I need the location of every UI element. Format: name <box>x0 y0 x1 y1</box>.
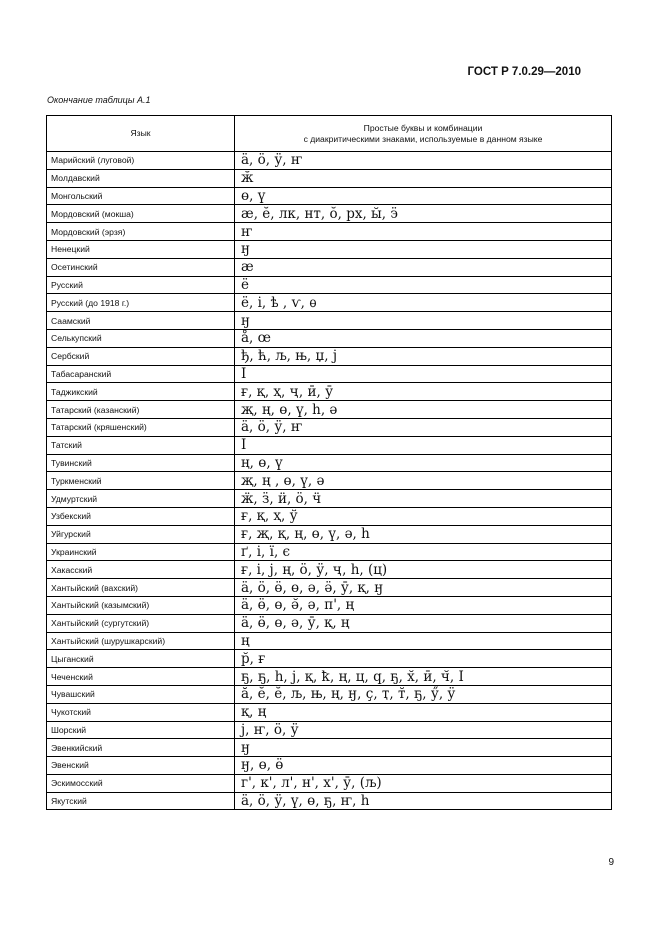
letters-cell: ғ, қ, ҳ, ў <box>235 507 612 525</box>
table-row <box>47 472 612 490</box>
table-row <box>47 383 612 401</box>
letters-cell: ä, ӫ, ө, ә̆, ә, п', ң <box>235 596 612 614</box>
language-cell: Молдавский <box>47 169 235 187</box>
language-cell: Тувинский <box>47 454 235 472</box>
table-row <box>47 205 612 223</box>
language-cell: Эвенкийский <box>47 739 235 757</box>
language-cell: Хантыйский (сургутский) <box>47 614 235 632</box>
letters-cell: ғ, қ, ҳ, ҷ, ӣ, ӯ <box>235 383 612 401</box>
language-cell: Хантыйский (казымский) <box>47 596 235 614</box>
letters-cell: ғ, і, ј, ң, ö, ӱ, ҷ, һ, (ц) <box>235 561 612 579</box>
letters-cell: ӂ <box>235 169 612 187</box>
language-cell: Хантыйский (вахский) <box>47 579 235 597</box>
table-row <box>47 152 612 170</box>
language-cell: Русский <box>47 276 235 294</box>
letters-cell: р̆, ғ <box>235 650 612 668</box>
letters-cell: ä, ö, ӱ, ҥ <box>235 418 612 436</box>
language-cell: Украинский <box>47 543 235 561</box>
standard-header: ГОСТ Р 7.0.29—2010 <box>467 66 581 78</box>
language-cell: Ненецкий <box>47 240 235 258</box>
table-row <box>47 685 612 703</box>
letters-cell: ӈ <box>235 240 612 258</box>
letters-cell: ґ, і, ї, є <box>235 543 612 561</box>
language-cell: Эскимосский <box>47 774 235 792</box>
language-cell: Цыганский <box>47 650 235 668</box>
language-cell: Чеченский <box>47 668 235 686</box>
language-cell: Сербский <box>47 347 235 365</box>
language-cell: Татарский (кряшенский) <box>47 418 235 436</box>
letters-cell: å, œ <box>235 329 612 347</box>
language-cell: Селькупский <box>47 329 235 347</box>
table-row <box>47 329 612 347</box>
table-row <box>47 792 612 810</box>
letters-cell: ӈ <box>235 312 612 330</box>
language-cell: Таджикский <box>47 383 235 401</box>
language-cell: Уйгурский <box>47 525 235 543</box>
letters-cell: ө, ү <box>235 187 612 205</box>
table-row <box>47 774 612 792</box>
language-cell: Русский (до 1918 г.) <box>47 294 235 312</box>
letters-cell: ӈ <box>235 739 612 757</box>
table-header-row <box>47 116 612 152</box>
language-cell: Чукотский <box>47 703 235 721</box>
letters-cell: ё, і, ѣ , ѵ, ѳ <box>235 294 612 312</box>
table-row <box>47 596 612 614</box>
table-row <box>47 312 612 330</box>
language-cell: Якутский <box>47 792 235 810</box>
language-cell: Монгольский <box>47 187 235 205</box>
language-cell: Хакасский <box>47 561 235 579</box>
letters-cell: ҥ <box>235 223 612 241</box>
table-row <box>47 276 612 294</box>
table-row <box>47 561 612 579</box>
letters-cell: ӑ, ӗ, ӗ, љ, њ, ң, ӈ, ҫ, ҭ, т̆, ҕ, ӳ, ӱ <box>235 685 612 703</box>
letters-cell: ä, ӫ, ө, ә, ӯ, қ, ң <box>235 614 612 632</box>
table-row <box>47 650 612 668</box>
table-row <box>47 757 612 775</box>
table-row <box>47 187 612 205</box>
letters-cell: ä, ö, ӱ, ҥ <box>235 152 612 170</box>
language-cell: Табасаранский <box>47 365 235 383</box>
language-cell: Эвенский <box>47 757 235 775</box>
language-cell: Шорский <box>47 721 235 739</box>
table-row <box>47 365 612 383</box>
table-row <box>47 579 612 597</box>
column-header-letters-line1: Простые буквы и комбинации <box>363 122 483 133</box>
table-row <box>47 525 612 543</box>
table-row <box>47 454 612 472</box>
letters-cell: қ, ң <box>235 703 612 721</box>
table-row <box>47 240 612 258</box>
table-caption: Окончание таблицы А.1 <box>47 95 151 105</box>
page-number: 9 <box>608 857 614 868</box>
table-row <box>47 436 612 454</box>
table-row <box>47 668 612 686</box>
column-header-letters <box>235 116 612 152</box>
column-header-letters-line2: с диакритическими знаками, используемые в данном языке <box>303 133 543 144</box>
language-cell: Татарский (казанский) <box>47 401 235 419</box>
letters-cell: ё <box>235 276 612 294</box>
table-row <box>47 347 612 365</box>
table-row <box>47 294 612 312</box>
letters-cell: ӕ, ӗ, лк, нт, ŏ, рх, ы̆, ӭ <box>235 205 612 223</box>
language-cell: Чувашский <box>47 685 235 703</box>
table-row <box>47 169 612 187</box>
letters-cell: ӝ, ӟ, ӥ, ӧ, ӵ <box>235 490 612 508</box>
letters-cell: ђ, ћ, љ, њ, џ, ј <box>235 347 612 365</box>
letters-cell: г', к', л', н', х', ӯ, (љ) <box>235 774 612 792</box>
column-header-language: Язык <box>47 116 235 152</box>
letters-cell: ҕ, ҕ, һ, ј, қ, ҟ, ң, ц, ԛ, ҕ, х̆, ӣ, ч̆, Ӏ <box>235 668 612 686</box>
language-cell: Мордовский (эрзя) <box>47 223 235 241</box>
letters-cell: ј, ҥ, ӧ, ӱ <box>235 721 612 739</box>
letters-cell: Ӏ <box>235 436 612 454</box>
letters-cell: ғ, җ, қ, ң, ө, ү, ә, һ <box>235 525 612 543</box>
letters-cell: ä, ö, ӫ, ө, ә, ӛ, ӯ, қ, ӈ <box>235 579 612 597</box>
language-cell: Марийский (луговой) <box>47 152 235 170</box>
language-cell: Хантыйский (шурушкарский) <box>47 632 235 650</box>
letters-cell: ң, ө, ү <box>235 454 612 472</box>
table-row <box>47 739 612 757</box>
table-row <box>47 418 612 436</box>
language-cell: Туркменский <box>47 472 235 490</box>
letters-cell: ң <box>235 632 612 650</box>
language-cell: Удмуртский <box>47 490 235 508</box>
table-row <box>47 703 612 721</box>
language-cell: Саамский <box>47 312 235 330</box>
language-cell: Узбекский <box>47 507 235 525</box>
language-cell: Татский <box>47 436 235 454</box>
letters-cell: Ӏ <box>235 365 612 383</box>
table-row <box>47 258 612 276</box>
letters-table <box>46 115 612 810</box>
table-row <box>47 614 612 632</box>
letters-cell: ӕ <box>235 258 612 276</box>
table-row <box>47 490 612 508</box>
letters-cell: җ, ң , ө, ү, ә <box>235 472 612 490</box>
letters-cell: ä, ӧ, ӱ, ү, ө, ҕ, ҥ, һ <box>235 792 612 810</box>
table-row <box>47 223 612 241</box>
letters-cell: ӈ, ө, ӫ <box>235 757 612 775</box>
table-row <box>47 507 612 525</box>
language-cell: Осетинский <box>47 258 235 276</box>
table-row <box>47 632 612 650</box>
table-row <box>47 721 612 739</box>
language-cell: Мордовский (мокша) <box>47 205 235 223</box>
letters-cell: җ, ң, ө, ү, һ, ә <box>235 401 612 419</box>
table-row <box>47 543 612 561</box>
table-row <box>47 401 612 419</box>
